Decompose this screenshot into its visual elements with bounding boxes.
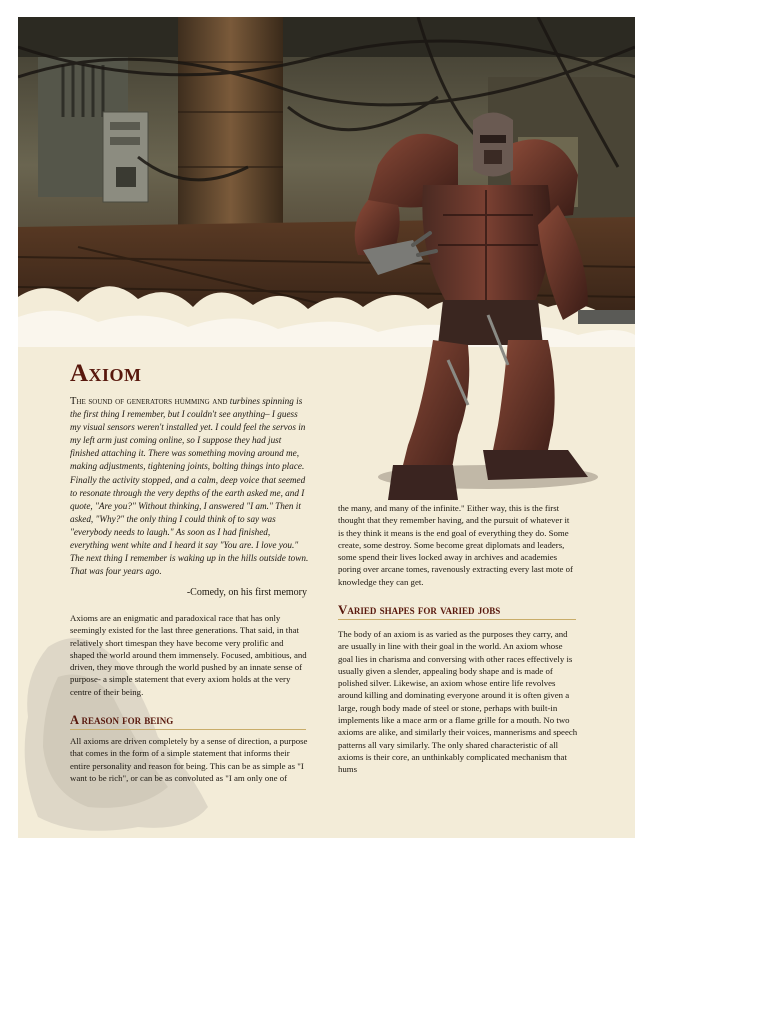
section-shapes-text: The body of an axiom is as varied as the purposes they carry, and are usually in line with their goal in the world. An axiom whose goal lies in charisma and conversing with other races effectively is usually given a slender, appealing body shape and is made of polished silver. Likewise, an axiom whose entire life revolves around killing and dominating everyone around it is often given a large, rough body made of steel or stone, perhaps with built-in implements like a mace arm or a flame grille for a mouth. No two axioms are alike, and similarly their voices, mannerisms and speech patterns all vary similarly. The only shared characteristic of all axioms is their core, an unthinkably complicated mechanism that hums — [338, 629, 578, 775]
section-heading-reason: A reason for being — [70, 713, 306, 730]
section-reason-continued: the many, and many of the infinite." Either way, this is the first thought that they remember having, and the pursuit of whatever it is they think it means is the end goal of everything they do. Some create, some destroy. Some become great diplomats and leaders, some spend their lives locked away in archives and academies poring over arcane tomes, ravenously extracting every last mote of knowledge they can get. — [338, 503, 573, 587]
document-page — [18, 17, 635, 838]
text-layer — [18, 17, 635, 838]
section-reason-text: All axioms are driven completely by a sense of direction, a purpose that comes in the form of a simple statement that informs their entire personality and reason for being. This can be as simple as "I want to be rich", or can be as convoluted as "I am only one of — [70, 736, 308, 783]
epigraph-attribution: -Comedy, on his first memory — [186, 587, 307, 598]
section-heading-shapes: Varied shapes for varied jobs — [338, 602, 576, 620]
epigraph-opening: The sound of generators humming and — [70, 396, 228, 407]
epigraph-text: turbines spinning is the first thing I remember, but I couldn't see anything– I guess my visual sensors weren't installed yet. I could feel the servos in my left arm just coming online, so I suppose they had just finished attaching it. There was something moving around me, making adjustments, tightening joints, bolting things into place. Finally the activity stopped, and a calm, deep voice that seemed to resonate through the very depths of the earth asked me, and I quote, "Are you?" Without thinking, I answered "I am." Then it asked, "Why?" the only thing I could think of to say was "everybody needs to laugh." As soon as I had finished, everything went white and I heard it say "You are. I love you." The next thing I remember is waking up in the hills outside town. That was four years ago. — [70, 396, 309, 577]
intro-paragraph: Axioms are an enigmatic and paradoxical race that has only seemingly existed for the last three generations. That said, in that relatively short timespan they have become very prolific and shaped the world around them immensely. Focused, ambitious, and driven, they move through the world pushed by an innate sense of purpose- a simple statement that every axiom holds at the very centre of their being. — [70, 613, 307, 697]
epigraph-quote — [70, 395, 310, 578]
page-title: Axiom — [70, 360, 142, 387]
